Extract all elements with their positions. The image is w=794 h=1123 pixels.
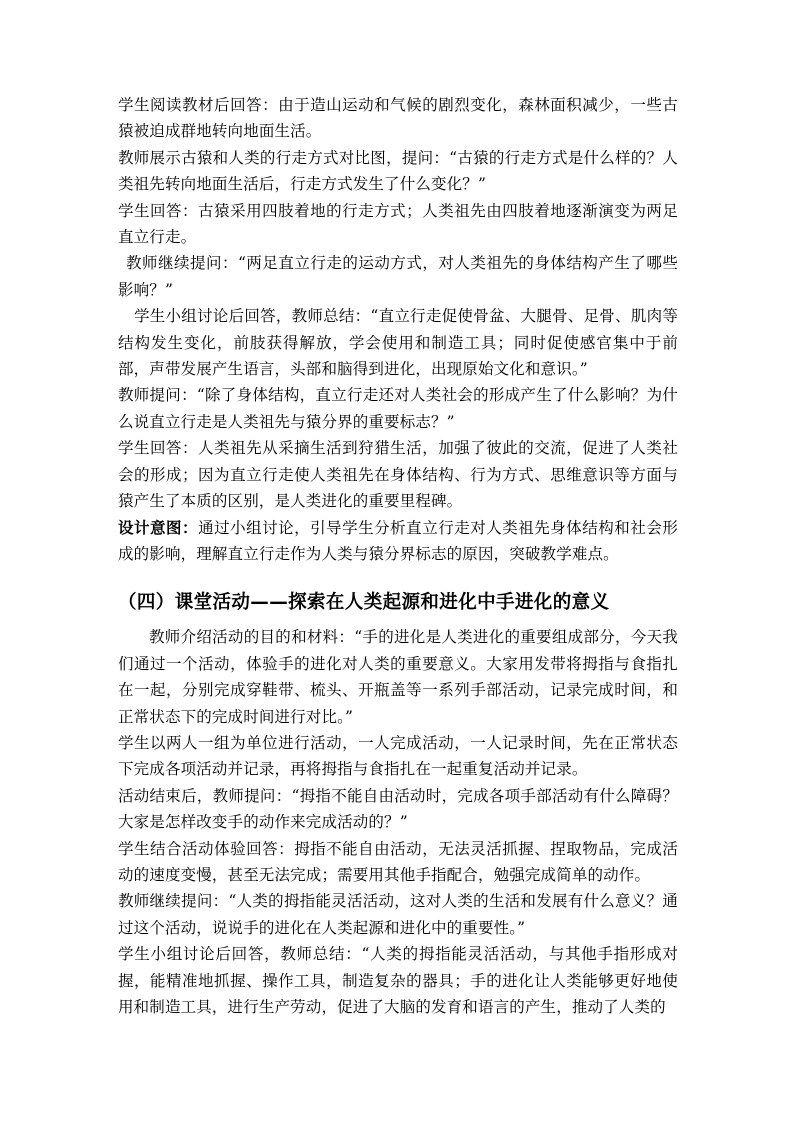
design-intent-label: 设计意图： [118,518,199,537]
page-content [118,92,678,1020]
teacher-obstacle-question: 活动结束后，教师提问：“拇指不能自由活动时，完成各项手部活动有什么障碍？大家是怎样改变手的动作来完成活动的？” [118,786,678,832]
teacher-hand-evolution-summary: 学生小组讨论后回答，教师总结：“人类的拇指能灵活活动，与其他手指形成对握，能精准地抓握、操作工具，制造复杂的器具；手的进化让人类能够更好地使用和制造工具，进行生产劳动，促进了大脑的发育和语言的产生，推动了人类的 [118,945,678,1016]
teacher-comparison-question: 教师展示古猿和人类的行走方式对比图，提问：“古猿的行走方式是什么样的？人类祖先转向地面生活后，行走方式发生了什么变化？” [118,148,678,194]
student-walking-answer: 学生回答：古猿采用四肢着地的行走方式；人类祖先由四肢着地逐渐演变为两足直立行走。 [118,201,678,247]
design-intent-paragraph [118,515,678,568]
teacher-summary-upright-walking: 学生小组讨论后回答，教师总结：“直立行走促使骨盆、大腿骨、足骨、肌肉等结构发生变化，前肢获得解放，学会使用和制造工具；同时促使感官集中于前部，声带发展产生语言，头部和脑得到进化，出现原始文化和意识。” [118,307,678,379]
student-reading-answer: 学生阅读教材后回答：由于造山运动和气候的剧烈变化，森林面积减少，一些古猿被迫成群地转向地面生活。 [118,96,678,141]
teacher-significance-question: 教师继续提问：“人类的拇指能灵活活动，这对人类的生活和发展有什么意义？通过这个活动，说说手的进化在人类起源和进化中的重要性。” [118,892,678,937]
design-intent-text: 通过小组讨论，引导学生分析直立行走对人类祖先身体结构和社会形成的影响，理解直立行走作为人类与猿分界标志的原因，突破教学难点。 [118,518,678,563]
student-activity-procedure: 学生以两人一组为单位进行活动，一人完成活动，一人记录时间，先在正常状态下完成各项活动并记录，再将拇指与食指扎在一起重复活动并记录。 [118,733,678,779]
teacher-activity-introduction: 教师介绍活动的目的和材料：“手的进化是人类进化的重要组成部分，今天我们通过一个活动，体验手的进化对人类的重要意义。大家用发带将拇指与食指扎在一起，分别完成穿鞋带、梳头、开瓶盖等一系列手部活动，记录完成时间，和正常状态下的完成时间进行对比。” [118,628,678,726]
student-society-answer: 学生回答：人类祖先从采摘生活到狩猎生活，加强了彼此的交流，促进了人类社会的形成；因为直立行走使人类祖先在身体结构、行为方式、思维意识等方面与猿产生了本质的区别，是人类进化的重要里程碑。 [118,439,678,511]
teacher-body-structure-question: 教师继续提问：“两足直立行走的运动方式，对人类祖先的身体结构产生了哪些影响？” [118,254,678,299]
student-obstacle-answer: 学生结合活动体验回答：拇指不能自由活动，无法灵活抓握、捏取物品，完成活动的速度变慢，甚至无法完成；需要用其他手指配合，勉强完成简单的动作。 [118,839,678,884]
section-heading: （四）课堂活动——探索在人类起源和进化中手进化的意义 [118,592,610,614]
teacher-society-question: 教师提问：“除了身体结构，直立行走还对人类社会的形成产生了什么影响？为什么说直立行走是人类祖先与猿分界的重要标志？” [118,386,678,431]
